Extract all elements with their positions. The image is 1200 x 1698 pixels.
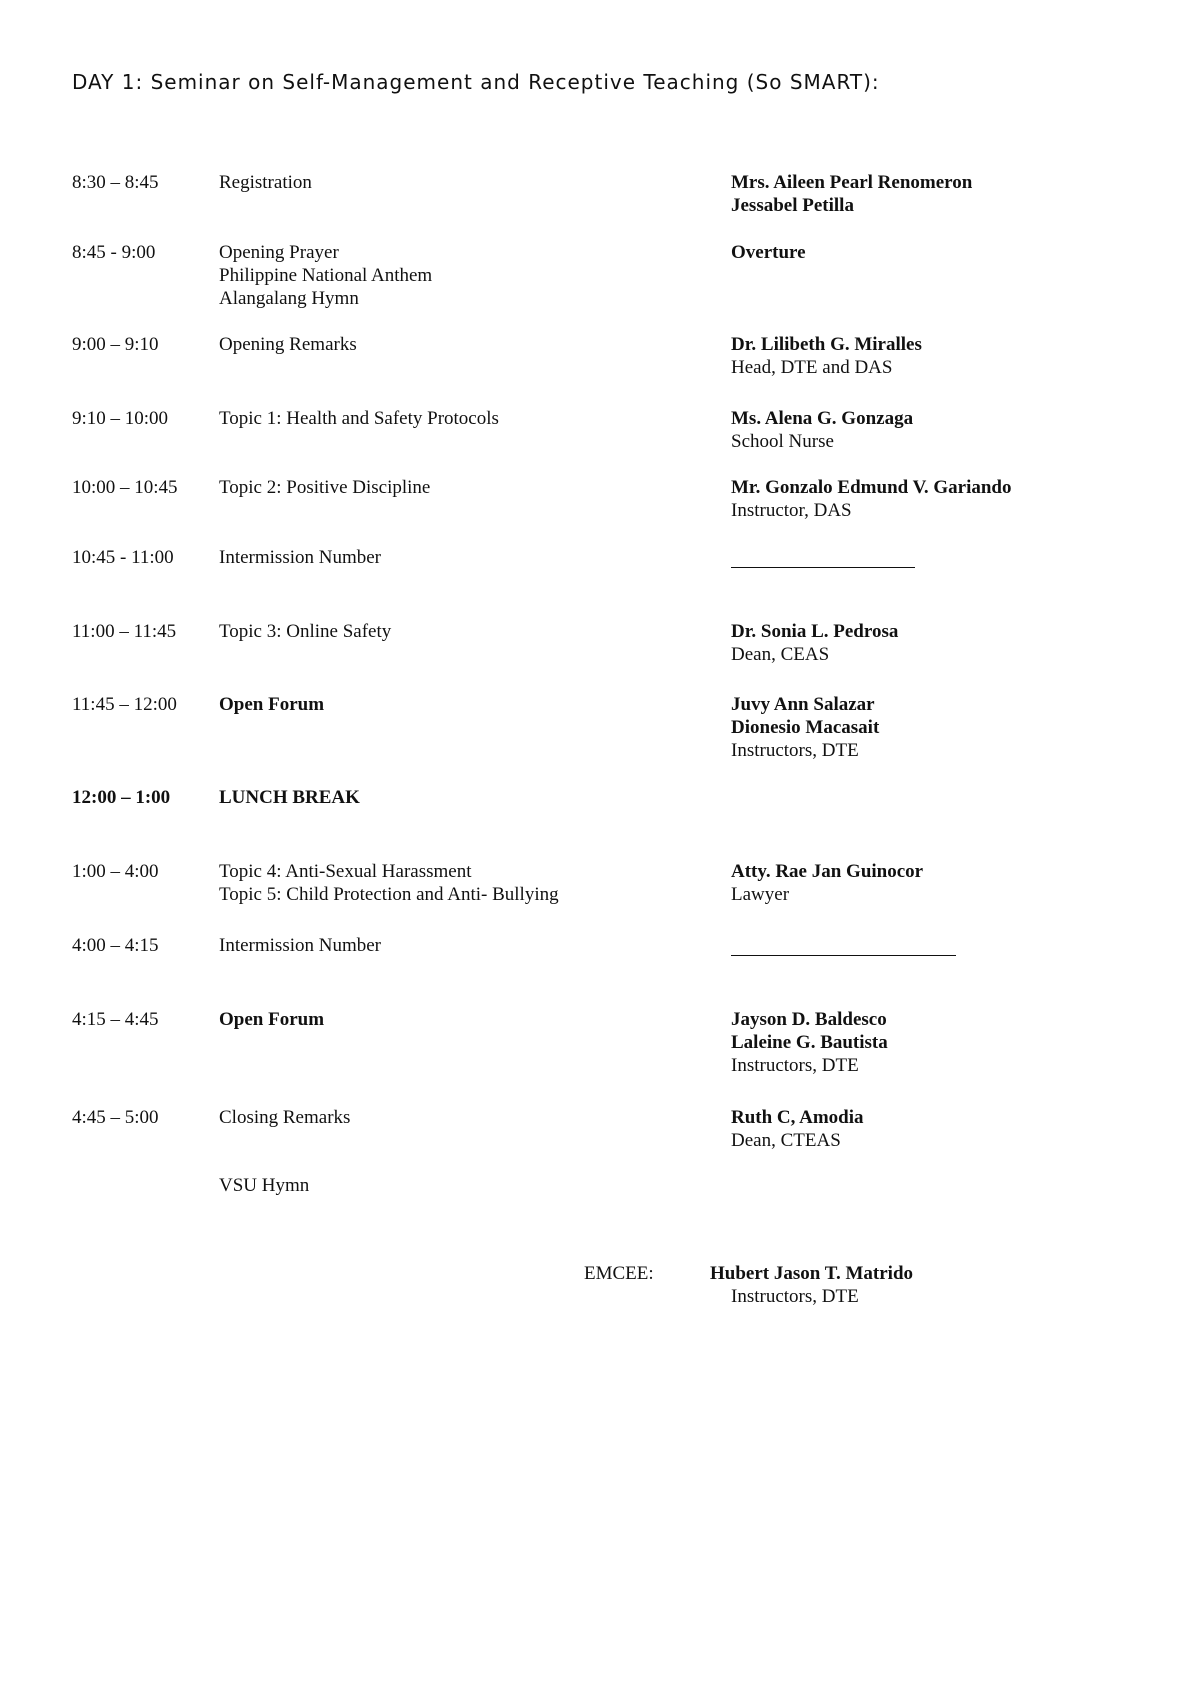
activity-text: [219, 693, 324, 716]
emcee-name: Hubert Jason T. Matrido: [710, 1263, 914, 1284]
time-slot: 10:00 – 10:45: [72, 477, 178, 498]
activity-text: [219, 241, 432, 310]
speaker-name: Mrs. Aileen Pearl Renomeron: [731, 172, 973, 193]
speaker-name: Atty. Rae Jan Guinocor: [731, 861, 924, 882]
speaker-block: [731, 1008, 888, 1077]
activity-line: VSU Hymn: [219, 1175, 310, 1196]
activity-text: [219, 546, 381, 569]
time-slot: 4:45 – 5:00: [72, 1107, 159, 1128]
speaker-name: Dr. Lilibeth G. Miralles: [731, 334, 922, 355]
activity-line: Closing Remarks: [219, 1107, 351, 1128]
activity-text: [219, 786, 360, 809]
activity-line: Topic 5: Child Protection and Anti- Bullying: [219, 884, 559, 905]
speaker-block: [731, 171, 972, 217]
time-slot: 4:15 – 4:45: [72, 1009, 159, 1030]
speaker-name: Jessabel Petilla: [731, 195, 854, 216]
activity-line: Opening Remarks: [219, 334, 357, 355]
activity-line: Philippine National Anthem: [219, 265, 433, 286]
speaker-block: [731, 333, 922, 379]
activity-text: [219, 476, 430, 499]
speaker-block: [731, 476, 1012, 522]
speaker-role: Instructors, DTE: [731, 1055, 859, 1076]
time-slot: 8:45 - 9:00: [72, 242, 156, 263]
activity-line: Intermission Number: [219, 935, 382, 956]
speaker-name: Mr. Gonzalo Edmund V. Gariando: [731, 477, 1012, 498]
emcee-label: EMCEE:: [584, 1263, 654, 1284]
speaker-name: Ruth C, Amodia: [731, 1107, 864, 1128]
activity-text: [219, 171, 312, 194]
speaker-role: School Nurse: [731, 431, 834, 452]
speaker-role: Instructors, DTE: [731, 740, 859, 761]
speaker-name: Laleine G. Bautista: [731, 1032, 888, 1053]
speaker-role: Lawyer: [731, 884, 790, 905]
time-slot: 9:00 – 9:10: [72, 334, 159, 355]
speaker-block: [731, 407, 913, 453]
activity-text: [219, 620, 391, 643]
emcee-role: Instructors, DTE: [731, 1286, 859, 1307]
activity-text: [219, 1174, 309, 1197]
speaker-name: Dr. Sonia L. Pedrosa: [731, 621, 899, 642]
activity-line: LUNCH BREAK: [219, 787, 360, 808]
activity-line: Topic 3: Online Safety: [219, 621, 392, 642]
speaker-name: Dionesio Macasait: [731, 717, 880, 738]
speaker-block: [731, 860, 923, 906]
activity-line: Open Forum: [219, 694, 325, 715]
blank-signature-line: [731, 955, 956, 956]
speaker-block: [731, 241, 806, 264]
speaker-role: Dean, CEAS: [731, 644, 830, 665]
activity-text: [219, 407, 499, 430]
time-slot: 1:00 – 4:00: [72, 861, 159, 882]
activity-line: Topic 1: Health and Safety Protocols: [219, 408, 499, 429]
activity-text: [219, 860, 559, 906]
speaker-role: Head, DTE and DAS: [731, 357, 893, 378]
time-slot: 10:45 - 11:00: [72, 547, 174, 568]
activity-line: Topic 4: Anti-Sexual Harassment: [219, 861, 472, 882]
blank-signature-line: [731, 567, 915, 568]
speaker-name: Jayson D. Baldesco: [731, 1009, 887, 1030]
speaker-block: [731, 1106, 864, 1152]
activity-text: [219, 1106, 350, 1129]
speaker-name: Juvy Ann Salazar: [731, 694, 875, 715]
activity-line: Registration: [219, 172, 312, 193]
speaker-role: Dean, CTEAS: [731, 1130, 841, 1151]
time-slot: 11:45 – 12:00: [72, 694, 177, 715]
activity-line: Open Forum: [219, 1009, 325, 1030]
activity-text: [219, 333, 357, 356]
activity-line: Opening Prayer: [219, 242, 339, 263]
time-slot: 8:30 – 8:45: [72, 172, 159, 193]
speaker-block: [731, 620, 898, 666]
activity-text: [219, 1008, 324, 1031]
speaker-block: [731, 693, 879, 762]
activity-text: [219, 934, 381, 957]
page-title: DAY 1: Seminar on Self-Management and Receptive Teaching (So SMART):: [72, 70, 880, 94]
speaker-role: Instructor, DAS: [731, 500, 852, 521]
time-slot: 12:00 – 1:00: [72, 787, 171, 808]
time-slot: 9:10 – 10:00: [72, 408, 169, 429]
speaker-name: Ms. Alena G. Gonzaga: [731, 408, 914, 429]
activity-line: Topic 2: Positive Discipline: [219, 477, 431, 498]
time-slot: 11:00 – 11:45: [72, 621, 177, 642]
time-slot: 4:00 – 4:15: [72, 935, 159, 956]
speaker-name: Overture: [731, 242, 806, 263]
activity-line: Intermission Number: [219, 547, 382, 568]
activity-line: Alangalang Hymn: [219, 288, 359, 309]
